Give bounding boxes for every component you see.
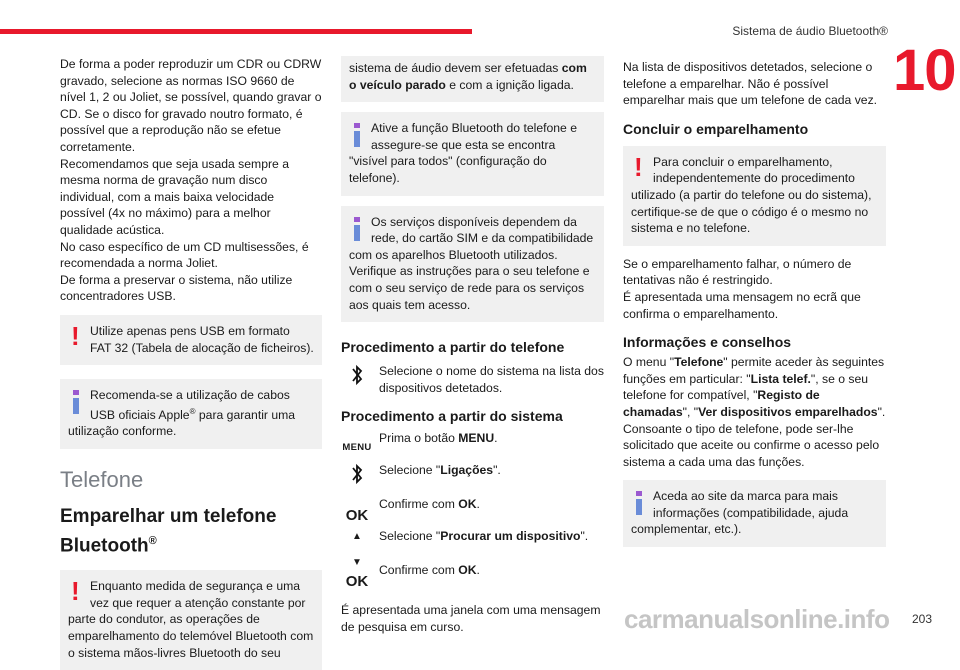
warning-code-text: Para concluir o emparelhamento, independentemente do procedimento utilizado (a partir do telefone ou do sistema), certifique-se de que o código é o mesmo no sistema e no telefone. [631, 154, 872, 236]
cd-multisession-paragraph: No caso específico de um CD multisessões, é recomendada a norma Joliet. [60, 239, 309, 271]
cd-speed-paragraph: Recomendamos que seja usada sempre a mesma norma de gravação num disco individual, com a mais baixa velocidade possível (4x no máximo) para a melhor qualidade acústica. [60, 156, 289, 237]
watermark: carmanualsonline.info [624, 604, 890, 634]
txt: ", " [682, 404, 699, 419]
step2-c: ". [493, 463, 501, 478]
txt: ", se o seu telefone for compatível, " [623, 371, 869, 403]
warning-box-continued [341, 56, 604, 102]
pairing-failed-paragraph: Se o emparelhamento falhar, o número de tentativas não é restringido. [623, 256, 852, 288]
txt-bold: Ver dispositivos emparelhados [698, 404, 878, 419]
box-cont-a: sistema de áudio devem ser efetuadas [349, 61, 562, 75]
cd-format-paragraph: De forma a poder reproduzir um CDR ou CDRW gravado, selecione as normas ISO 9660 de nível 1, 2 ou Joliet, se possível, quando gravar o CD. Se o disco for gravado noutro formato, é possível que a reprodução não se efetue corretamente. [60, 57, 322, 154]
box-cont-b: e com a ignição ligada. [445, 77, 574, 92]
warning-box-safety [60, 570, 322, 670]
txt: O menu " [623, 355, 675, 370]
info-cables-sup: ® [189, 406, 196, 416]
step4-a: Selecione " [379, 529, 441, 544]
warning-safety-text: Enquanto medida de segurança e uma vez que requer a atenção constante por parte do condutor, as operações de emparelhamento do telemóvel Bluetooth com o sistema mãos-livres Bluetooth do seu [68, 579, 314, 660]
step-confirm-ok-1 [341, 496, 604, 526]
txt-bold: Lista telef. [750, 371, 811, 386]
step1-b: MENU [458, 431, 495, 446]
usb-hub-paragraph: De forma a preservar o sistema, não utilize concentradores USB. [60, 272, 293, 304]
step5-a: Confirme com [379, 563, 459, 578]
info-cables-text-a: Recomenda-se a utilização de cabos USB oficiais Apple [90, 388, 290, 422]
step-select-connections [341, 462, 604, 494]
step4-b: Procurar um dispositivo [440, 529, 581, 544]
info-site-text: Aceda ao site da marca para mais informações (compatibilidade, ajuda complementar, etc.). [631, 489, 849, 537]
column-1 [60, 56, 322, 670]
warning-box-code [623, 146, 886, 246]
step3-a: Confirme com [379, 497, 459, 512]
info-icon [354, 217, 360, 241]
select-phone-paragraph: Na lista de dispositivos detetados, selecione o telefone a emparelhar. Não é possível emparelhar mais que um telefone de cada vez. [623, 60, 878, 108]
info-box-cables [60, 379, 322, 449]
warning-box-usb [60, 315, 322, 365]
pair-phone-heading-text: Emparelhar um telefone Bluetooth [60, 505, 277, 557]
warning-icon: ! [634, 151, 643, 182]
page-number: 203 [911, 612, 932, 626]
step5-b: OK [458, 563, 477, 578]
step2-a: Selecione " [379, 463, 441, 478]
proc-phone-heading: Procedimento a partir do telefone [341, 339, 565, 356]
info-icon [636, 491, 642, 515]
info-icon [354, 123, 360, 147]
step-search-device [341, 528, 604, 569]
step1-c: . [494, 431, 498, 446]
bluetooth-icon [341, 462, 373, 491]
step-phone [341, 363, 604, 396]
info-box-services [341, 206, 604, 323]
menu-button-icon: MENU [342, 442, 372, 454]
info-visible-text: Ative a função Bluetooth do telefone e assegure-se que esta se encontra "visível para todos" (configuração do telefone). [349, 121, 577, 185]
step1-a: Prima o botão [379, 431, 459, 446]
ok-button-icon: OK [345, 507, 369, 525]
info-advice-heading: Informações e conselhos [623, 334, 792, 351]
step5-c: . [476, 563, 480, 578]
info-icon [73, 390, 79, 414]
pair-phone-heading-sup: ® [148, 534, 157, 547]
proc-system-heading: Procedimento a partir do sistema [341, 408, 563, 425]
txt: ". Consoante o tipo de telefone, pode ser-lhe solicitado que aceite ou confirme o acesso pelo sistema a cada uma das funções. [623, 404, 886, 469]
box-cont-bold: com o veículo parado [349, 61, 587, 92]
info-cables-text-b: para garantir uma utilização conforme. [68, 407, 296, 439]
bluetooth-icon [341, 363, 373, 392]
search-window-paragraph: É apresentada uma janela com uma mensagem de pesquisa em curso. [341, 603, 601, 634]
ok-button-icon: OK [345, 573, 369, 591]
txt: " permite aceder às seguintes funções em particular: " [623, 355, 885, 386]
header-accent-bar [0, 29, 472, 34]
step3-b: OK [458, 497, 477, 512]
column-3 [623, 56, 886, 547]
info-box-brand-site [623, 480, 886, 547]
chapter-number: 10 [893, 38, 956, 103]
step-confirm-ok-2 [341, 562, 604, 592]
info-box-bluetooth-visible [341, 112, 604, 195]
column-2 [341, 56, 604, 636]
warning-icon: ! [71, 320, 80, 351]
txt-bold: Telefone [674, 355, 724, 370]
section-title: Sistema de áudio Bluetooth® [732, 24, 888, 38]
info-services-text: Os serviços disponíveis dependem da rede, do cartão SIM e da compatibilidade com os aparelhos Bluetooth utilizados. Verifique as instruções para o seu telefone e com o seu serviço de rede para os serviços aos quais tem acesso. [349, 214, 594, 312]
telefone-heading: Telefone [60, 466, 144, 492]
warning-icon: ! [71, 576, 80, 607]
txt-bold: Registo de chamadas [623, 388, 820, 419]
step-phone-text: Selecione o nome do sistema na lista dos dispositivos detetados. [379, 364, 604, 395]
pairing-confirm-paragraph: É apresentada uma mensagem no ecrã que confirma o emparelhamento. [623, 289, 861, 321]
step2-b: Ligações [440, 463, 494, 478]
phone-menu-paragraph [623, 354, 886, 470]
pair-phone-heading [60, 505, 322, 558]
conclude-pairing-heading: Concluir o emparelhamento [623, 120, 809, 137]
step3-c: . [476, 497, 480, 512]
step4-c: ". [580, 529, 589, 544]
step-press-menu [341, 430, 604, 460]
warning-usb-text: Utilize apenas pens USB em formato FAT 32 (Tabela de alocação de ficheiros). [90, 323, 314, 355]
up-down-arrows-icon: ▲ ▼ [352, 531, 362, 569]
